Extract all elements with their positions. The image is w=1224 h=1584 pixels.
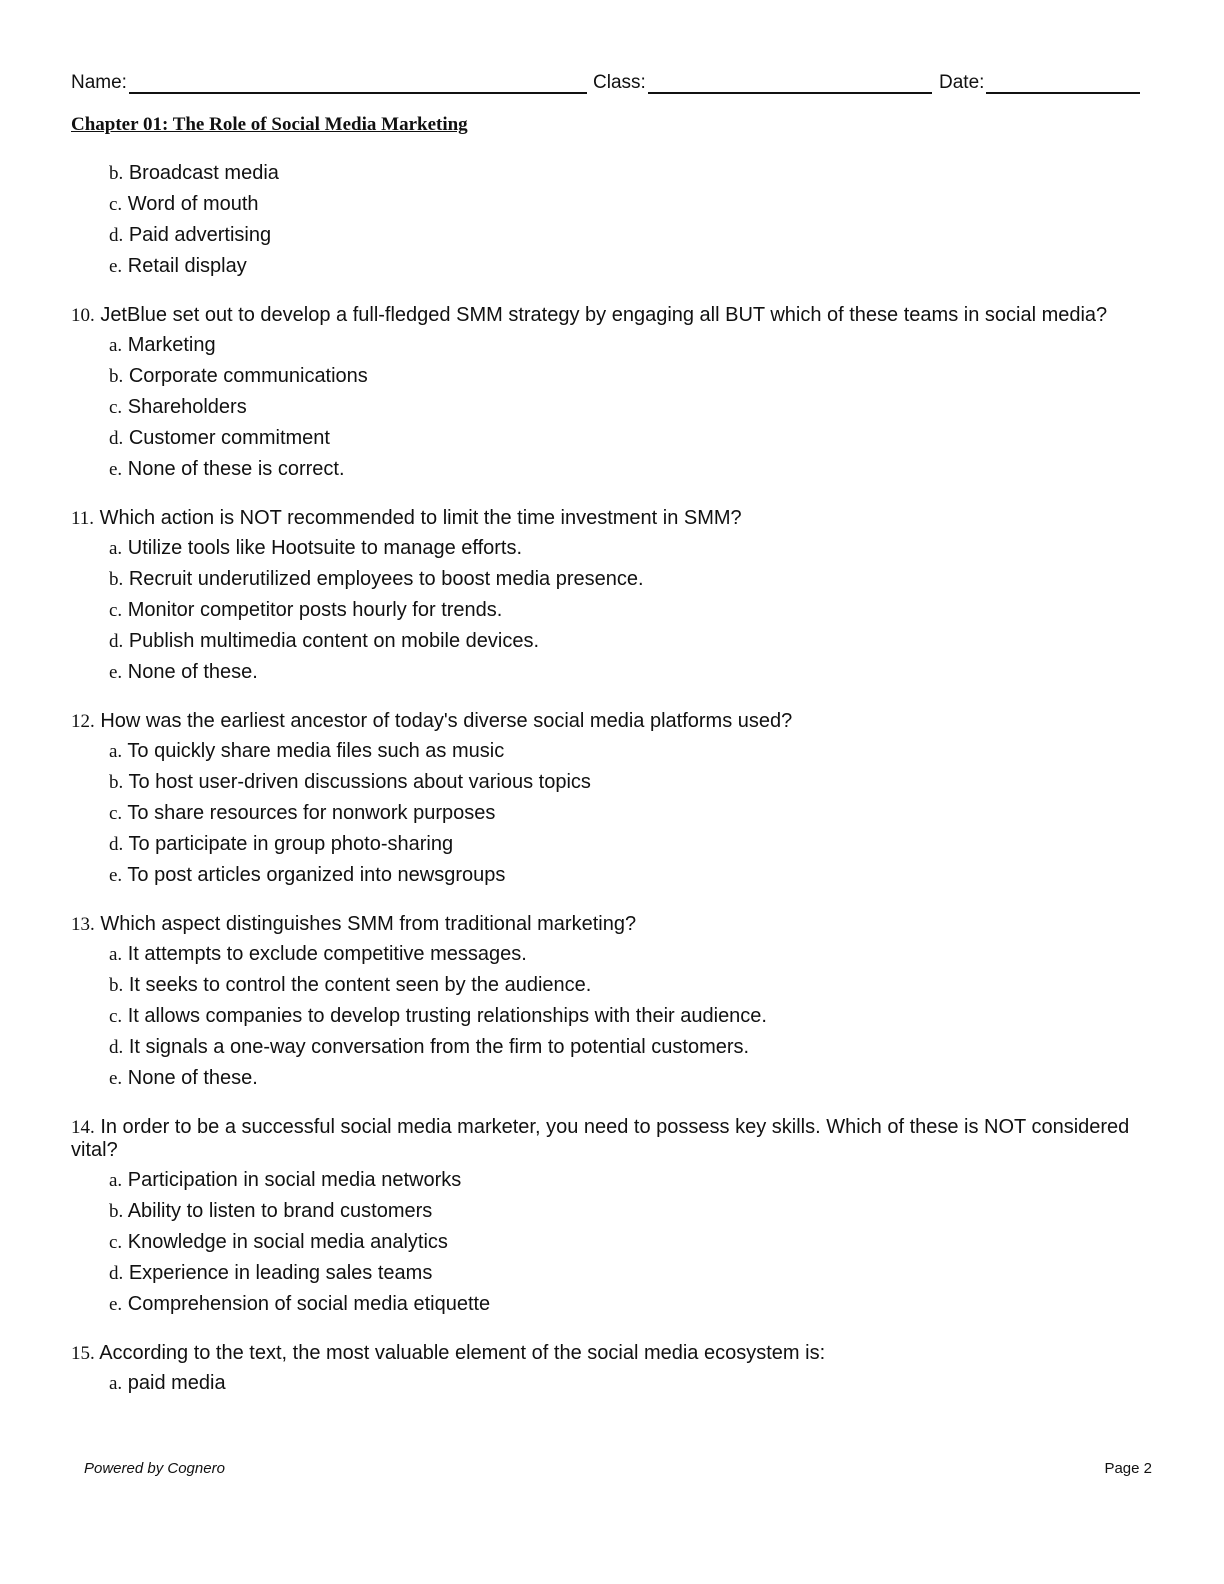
choice-letter: a. — [109, 741, 123, 762]
choice-text: Publish multimedia content on mobile devices. — [128, 630, 540, 652]
continued-choice-list — [71, 158, 1146, 282]
choice-letter: e. — [109, 1068, 123, 1089]
chapter-title: Chapter 01: The Role of Social Media Marketing — [71, 114, 468, 135]
question-10 — [71, 304, 1146, 485]
choice-text: None of these. — [127, 1067, 258, 1089]
choice-letter: e. — [109, 459, 123, 480]
choice-letter: c. — [109, 1006, 123, 1027]
answer-choice — [109, 970, 1146, 1001]
choice-letter: c. — [109, 803, 123, 824]
choice-letter: d. — [109, 428, 124, 449]
question-12 — [71, 710, 1146, 891]
question-number: 11. — [71, 508, 95, 529]
question-number: 15. — [71, 1343, 95, 1364]
choice-text: It signals a one-way conversation from the firm to potential customers. — [128, 1036, 750, 1058]
choice-letter: d. — [109, 225, 124, 246]
date-field — [939, 72, 1140, 94]
question-text: Which aspect distinguishes SMM from traditional marketing? — [100, 913, 637, 935]
choice-list — [71, 939, 1146, 1094]
question-stem — [71, 304, 1146, 327]
choice-letter: b. — [109, 1201, 124, 1222]
question-stem — [71, 710, 1146, 733]
answer-choice — [109, 1063, 1146, 1094]
choice-text: Customer commitment — [128, 427, 330, 449]
choice-text: It attempts to exclude competitive messages. — [127, 943, 527, 965]
page-number: Page 2 — [1104, 1460, 1152, 1477]
choice-list — [71, 330, 1146, 485]
answer-choice — [109, 1032, 1146, 1063]
choice-letter: a. — [109, 1373, 123, 1394]
answer-choice — [109, 454, 1146, 485]
answer-choice — [109, 158, 1146, 189]
answer-choice — [109, 533, 1146, 564]
choice-text: Ability to listen to brand customers — [127, 1200, 433, 1222]
answer-choice — [109, 564, 1146, 595]
name-field — [71, 72, 587, 94]
choice-text: Word of mouth — [127, 193, 259, 215]
answer-choice — [109, 1258, 1146, 1289]
header-fields — [71, 72, 1143, 96]
answer-choice — [109, 220, 1146, 251]
choice-letter: b. — [109, 975, 124, 996]
question-text: Which action is NOT recommended to limit the time investment in SMM? — [99, 507, 742, 529]
answer-choice — [109, 1001, 1146, 1032]
choice-letter: a. — [109, 335, 123, 356]
answer-choice — [109, 1227, 1146, 1258]
choice-text: Marketing — [127, 334, 216, 356]
choice-text: Knowledge in social media analytics — [127, 1231, 448, 1253]
choice-text: Comprehension of social media etiquette — [127, 1293, 491, 1315]
choice-text: Broadcast media — [128, 162, 279, 184]
class-field — [593, 72, 932, 94]
choice-letter: c. — [109, 194, 123, 215]
question-text: How was the earliest ancestor of today's diverse social media platforms used? — [100, 710, 793, 732]
question-text: According to the text, the most valuable element of the social media ecosystem is: — [99, 1342, 826, 1364]
choice-text: Monitor competitor posts hourly for trends. — [127, 599, 503, 621]
answer-choice — [109, 251, 1146, 282]
question-stem — [71, 507, 1146, 530]
date-label: Date: — [939, 72, 985, 93]
choice-letter: e. — [109, 865, 123, 886]
choice-text: Experience in leading sales teams — [128, 1262, 433, 1284]
answer-choice — [109, 860, 1146, 891]
question-number: 10. — [71, 305, 95, 326]
choice-letter: b. — [109, 163, 124, 184]
choice-letter: d. — [109, 1263, 124, 1284]
choice-letter: e. — [109, 256, 123, 277]
powered-by-footer: Powered by Cognero — [84, 1460, 225, 1477]
answer-choice — [109, 361, 1146, 392]
question-11 — [71, 507, 1146, 688]
choice-text: None of these. — [127, 661, 258, 683]
choice-text: Shareholders — [127, 396, 247, 418]
choice-list — [71, 1165, 1146, 1320]
choice-text: Participation in social media networks — [127, 1169, 462, 1191]
choice-text: To quickly share media files such as music — [127, 740, 505, 762]
choice-text: Utilize tools like Hootsuite to manage efforts. — [127, 537, 523, 559]
choice-letter: c. — [109, 1232, 123, 1253]
class-label: Class: — [593, 72, 646, 93]
choice-letter: a. — [109, 944, 123, 965]
choice-letter: a. — [109, 1170, 123, 1191]
answer-choice — [109, 798, 1146, 829]
answer-choice — [109, 657, 1146, 688]
answer-choice — [109, 767, 1146, 798]
choice-text: paid media — [127, 1372, 226, 1394]
choice-letter: d. — [109, 834, 124, 855]
answer-choice — [109, 1289, 1146, 1320]
choice-list — [71, 533, 1146, 688]
choice-text: Recruit underutilized employees to boost media presence. — [128, 568, 644, 590]
choice-text: To participate in group photo-sharing — [128, 833, 454, 855]
choice-text: To host user-driven discussions about various topics — [128, 771, 591, 793]
name-label: Name: — [71, 72, 127, 93]
answer-choice — [109, 1196, 1146, 1227]
answer-choice — [109, 736, 1146, 767]
choice-list — [71, 736, 1146, 891]
choice-text: Paid advertising — [128, 224, 272, 246]
choice-text: Corporate communications — [128, 365, 368, 387]
question-15 — [71, 1342, 1146, 1399]
question-stem — [71, 1342, 1146, 1365]
answer-choice — [109, 1165, 1146, 1196]
choice-letter: e. — [109, 662, 123, 683]
choice-letter: b. — [109, 569, 124, 590]
name-blank-line — [129, 72, 587, 94]
question-number: 14. — [71, 1117, 95, 1138]
choice-text: To share resources for nonwork purposes — [127, 802, 496, 824]
question-number: 13. — [71, 914, 95, 935]
choice-list — [71, 1368, 1146, 1399]
choice-letter: e. — [109, 1294, 123, 1315]
question-stem — [71, 913, 1146, 936]
choice-letter: d. — [109, 631, 124, 652]
answer-choice — [109, 595, 1146, 626]
choice-text: It allows companies to develop trusting relationships with their audience. — [127, 1005, 767, 1027]
answer-choice — [109, 392, 1146, 423]
choice-letter: b. — [109, 366, 124, 387]
question-13 — [71, 913, 1146, 1094]
answer-choice — [109, 939, 1146, 970]
date-blank-line — [986, 72, 1140, 94]
choice-letter: b. — [109, 772, 124, 793]
choice-text: None of these is correct. — [127, 458, 345, 480]
choice-letter: a. — [109, 538, 123, 559]
choice-letter: d. — [109, 1037, 124, 1058]
question-text: JetBlue set out to develop a full-fledged SMM strategy by engaging all BUT which of these teams in social media? — [100, 304, 1108, 326]
choice-text: To post articles organized into newsgroups — [127, 864, 506, 886]
answer-choice — [109, 626, 1146, 657]
question-14 — [71, 1116, 1146, 1320]
answer-choice — [109, 330, 1146, 361]
answer-choice — [109, 423, 1146, 454]
question-number: 12. — [71, 711, 95, 732]
choice-letter: c. — [109, 600, 123, 621]
choice-letter: c. — [109, 397, 123, 418]
question-content — [71, 158, 1146, 1399]
question-stem — [71, 1116, 1146, 1162]
answer-choice — [109, 829, 1146, 860]
answer-choice — [109, 189, 1146, 220]
class-blank-line — [648, 72, 932, 94]
answer-choice — [109, 1368, 1146, 1399]
choice-text: Retail display — [127, 255, 247, 277]
question-text: In order to be a successful social media marketer, you need to possess key skills. Which of these is NOT considered vital? — [71, 1116, 1130, 1161]
choice-text: It seeks to control the content seen by the audience. — [128, 974, 592, 996]
